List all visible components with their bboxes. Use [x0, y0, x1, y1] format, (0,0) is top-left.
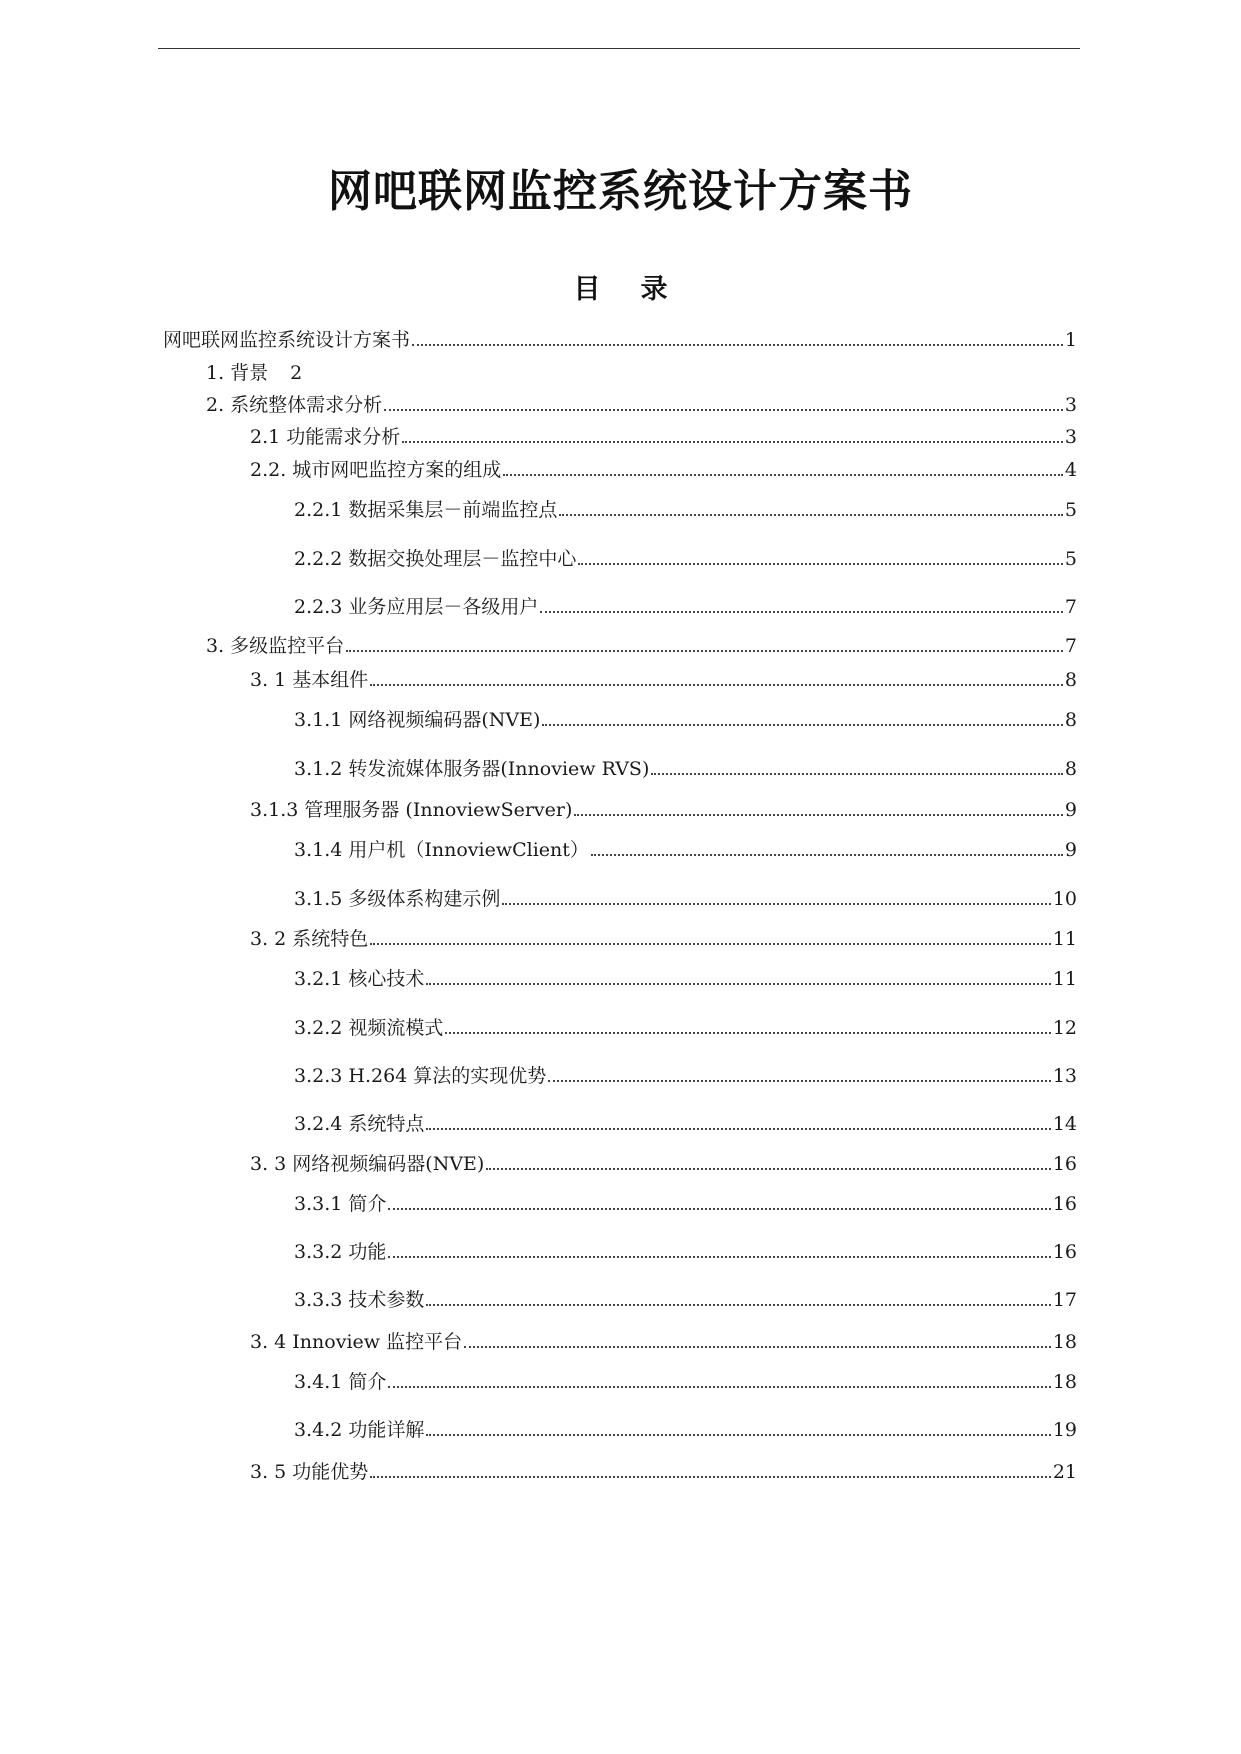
toc-dot-leader: [542, 724, 1062, 726]
toc-entry-title: 2.2.2 数据交换处理层－监控中心: [294, 548, 577, 570]
toc-dot-leader: [502, 903, 1050, 905]
toc-page-number: 17: [1052, 1289, 1077, 1311]
toc-dot-leader: [591, 854, 1063, 856]
toc-entry[interactable]: [250, 421, 1077, 449]
toc-entry[interactable]: [250, 1456, 1077, 1484]
toc-entry-title: 3.1.2 转发流媒体服务器(Innoview RVS): [294, 758, 650, 780]
toc-entry-title: 2.2. 城市网吧监控方案的组成: [250, 459, 502, 481]
toc-dot-leader: [370, 943, 1051, 945]
toc-dot-leader: [426, 1434, 1050, 1436]
toc-page-number: 9: [1064, 799, 1077, 821]
toc-page-number: 18: [1052, 1371, 1077, 1393]
toc-dot-leader: [388, 1208, 1050, 1210]
toc-dot-leader: [651, 773, 1063, 775]
toc-page-number: 16: [1052, 1193, 1077, 1215]
toc-entry[interactable]: [294, 543, 1077, 571]
toc-page-number: 1: [1064, 329, 1077, 351]
toc-dot-leader: [426, 1304, 1050, 1306]
toc-entry-title: 3. 2 系统特色: [250, 928, 369, 950]
toc-page-number: 7: [1064, 635, 1077, 657]
toc-dot-leader: [384, 409, 1063, 411]
toc-entry-title: 3.1.5 多级体系构建示例: [294, 888, 501, 910]
toc-entry[interactable]: [294, 1366, 1077, 1394]
toc-dot-leader: [370, 1476, 1051, 1478]
toc-page-number: 3: [1064, 426, 1077, 448]
toc-dot-leader: [426, 983, 1050, 985]
toc-entry[interactable]: [294, 883, 1077, 911]
toc-dot-leader: [486, 1168, 1050, 1170]
toc-entry-title: 3. 多级监控平台: [206, 635, 345, 657]
toc-page-number: 21: [1052, 1461, 1077, 1483]
toc-page-number: 11: [1052, 968, 1077, 990]
toc-entry-title: 3.2.3 H.264 算法的实现优势: [294, 1065, 547, 1087]
toc-page-number: 16: [1052, 1241, 1077, 1263]
toc-page-number: 12: [1052, 1017, 1077, 1039]
toc-entry-title: 3.2.1 核心技术: [294, 968, 425, 990]
toc-entry-title: 3.4.1 简介: [294, 1371, 387, 1393]
toc-entry[interactable]: [294, 1188, 1077, 1216]
toc-entry[interactable]: [294, 834, 1077, 862]
toc-entry[interactable]: [294, 753, 1077, 781]
toc-entry[interactable]: [250, 1148, 1077, 1176]
toc-page-number: 9: [1064, 839, 1077, 861]
toc-entry[interactable]: [294, 1414, 1077, 1442]
toc-page-number: 10: [1052, 888, 1077, 910]
toc-page-number: 16: [1052, 1153, 1077, 1175]
toc-dot-leader: [540, 611, 1063, 613]
header-rule: [158, 48, 1080, 49]
toc-entry[interactable]: [294, 494, 1077, 522]
toc-entry[interactable]: [294, 591, 1077, 619]
toc-entry[interactable]: [250, 454, 1077, 482]
toc-entry-title: 3.2.4 系统特点: [294, 1113, 425, 1135]
toc-entry-title: 3.1.1 网络视频编码器(NVE): [294, 709, 541, 731]
toc-entry-title: 3.3.2 功能: [294, 1241, 387, 1263]
toc-entry[interactable]: [206, 357, 302, 385]
toc-entry[interactable]: [250, 923, 1077, 951]
toc-entry-title: 3.3.3 技术参数: [294, 1289, 425, 1311]
toc-entry[interactable]: [250, 794, 1077, 822]
toc-entry-title: 2.2.1 数据采集层－前端监控点: [294, 499, 558, 521]
toc-entry-title: 3.3.1 简介: [294, 1193, 387, 1215]
toc-dot-leader: [559, 514, 1063, 516]
toc-page-number: 8: [1064, 669, 1077, 691]
toc-dot-leader: [578, 563, 1063, 565]
toc-entry[interactable]: [250, 664, 1077, 692]
toc-entry[interactable]: [294, 1108, 1077, 1136]
toc-page-number: 14: [1052, 1113, 1077, 1135]
toc-entry[interactable]: [294, 963, 1077, 991]
toc-page-number: 3: [1064, 394, 1077, 416]
toc-entry[interactable]: [294, 1012, 1077, 1040]
toc-dot-leader: [574, 814, 1063, 816]
toc-entry-title: 2.1 功能需求分析: [250, 426, 401, 448]
toc-page-number: 19: [1052, 1419, 1077, 1441]
toc-dot-leader: [464, 1346, 1051, 1348]
toc-entry-title: 3.2.2 视频流模式: [294, 1017, 444, 1039]
toc-page-number: 5: [1064, 548, 1077, 570]
toc-dot-leader: [412, 344, 1063, 346]
document-title: 网吧联网监控系统设计方案书: [328, 166, 913, 217]
toc-dot-leader: [388, 1256, 1050, 1258]
toc-entry[interactable]: [206, 630, 1077, 658]
toc-page-number: 7: [1064, 596, 1077, 618]
toc-entry[interactable]: [294, 1284, 1077, 1312]
toc-page-number: 5: [1064, 499, 1077, 521]
toc-page-number: 18: [1052, 1331, 1077, 1353]
toc-entry[interactable]: [294, 1236, 1077, 1264]
toc-entry-title: 3. 1 基本组件: [250, 669, 369, 691]
toc-dot-leader: [445, 1032, 1050, 1034]
toc-page-number: 4: [1064, 459, 1077, 481]
toc-dot-leader: [370, 684, 1063, 686]
toc-entry-title: 1. 背景: [206, 362, 269, 384]
toc-dot-leader: [426, 1128, 1050, 1130]
toc-entry[interactable]: [206, 389, 1077, 417]
toc-entry[interactable]: [250, 1326, 1077, 1354]
toc-page-number: 11: [1052, 928, 1077, 950]
toc-entry-title: 3.1.3 管理服务器 (InnoviewServer): [250, 799, 573, 821]
toc-entry[interactable]: [294, 1060, 1077, 1088]
toc-dot-leader: [388, 1386, 1050, 1388]
toc-page-number: 13: [1052, 1065, 1077, 1087]
toc-entry-title: 3. 4 Innoview 监控平台: [250, 1331, 463, 1353]
toc-dot-leader: [402, 441, 1063, 443]
toc-page-number: 8: [1064, 758, 1077, 780]
toc-entry[interactable]: [163, 324, 1077, 352]
toc-page-number: 8: [1064, 709, 1077, 731]
toc-dot-leader: [503, 474, 1063, 476]
toc-entry-title: 3. 3 网络视频编码器(NVE): [250, 1153, 485, 1175]
toc-entry-title: 2.2.3 业务应用层－各级用户: [294, 596, 539, 618]
toc-entry-title: 3. 5 功能优势: [250, 1461, 369, 1483]
toc-heading: 目录: [573, 274, 708, 305]
toc-dot-leader: [548, 1080, 1051, 1082]
toc-page-number: 2: [290, 362, 303, 384]
toc-entry-title: 3.1.4 用户机（InnoviewClient）: [294, 839, 589, 861]
toc-entry-title: 网吧联网监控系统设计方案书: [163, 329, 411, 351]
toc-entry-title: 3.4.2 功能详解: [294, 1419, 425, 1441]
toc-entry-title: 2. 系统整体需求分析: [206, 394, 383, 416]
toc-entry[interactable]: [294, 704, 1077, 732]
toc-dot-leader: [346, 650, 1063, 652]
